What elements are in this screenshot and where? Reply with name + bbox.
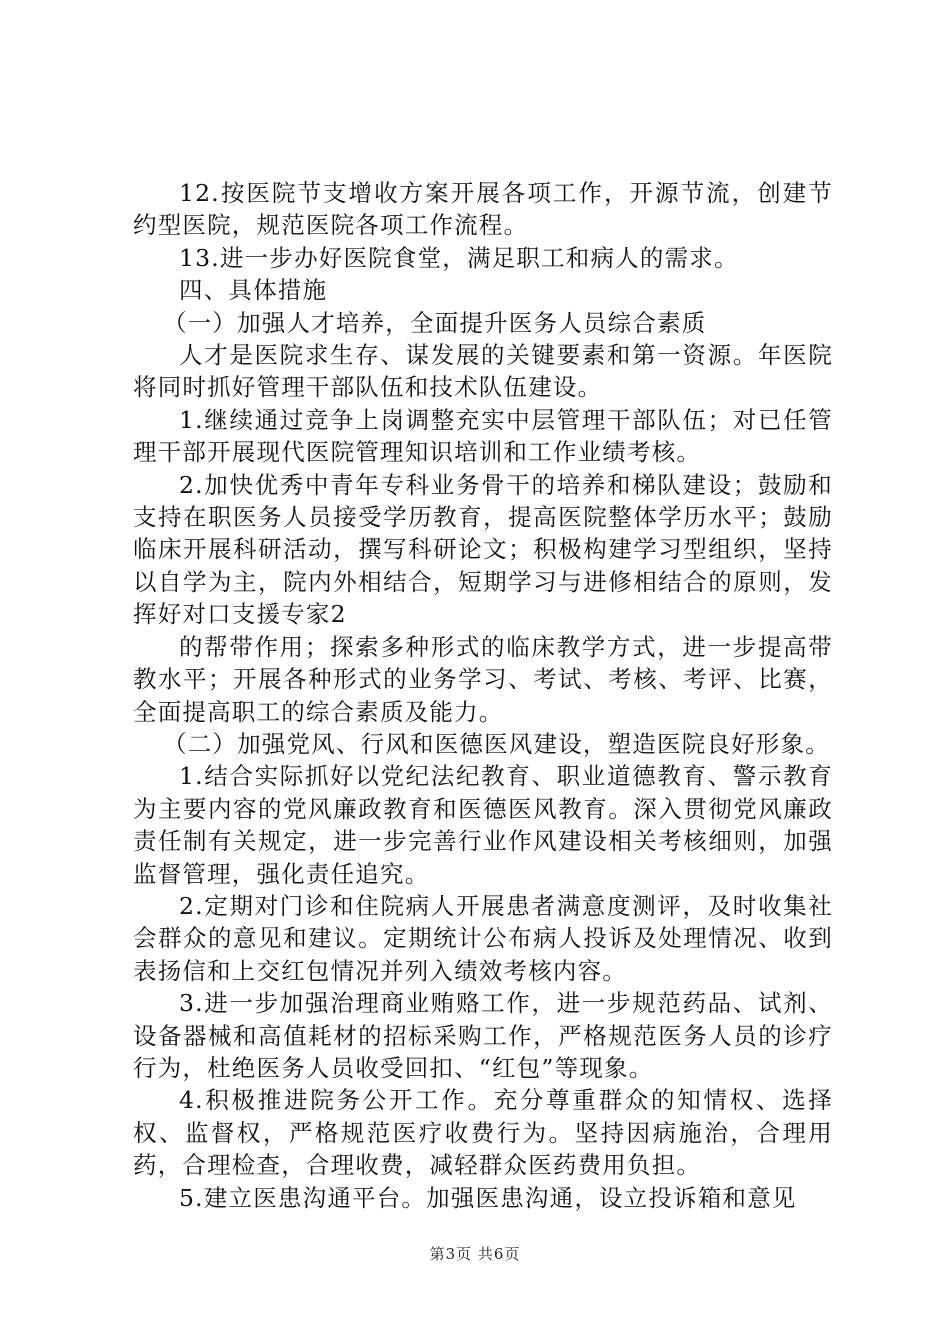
paragraph-ethics-item-3: 3.进一步加强治理商业贿赂工作，进一步规范药品、试剂、设备器械和高值耗材的招标采购工作，严格规范医务人员的诊疗行为，杜绝医务人员收受回扣、“红包”等现象。 <box>133 989 833 1082</box>
paragraph-ethics-item-1: 1.结合实际抓好以党纪法纪教育、职业道德教育、警示教育为主要内容的党风廉政教育和医德医风教育。深入贯彻党风廉政责任制有关规定，进一步完善行业作风建设相关考核细则，加强监督管理，强化责任追究。 <box>133 762 833 888</box>
paragraph-ethics-item-5: 5.建立医患沟通平台。加强医患沟通，设立投诉箱和意见 <box>179 1183 797 1212</box>
paragraph-ethics-item-4: 4.积极推进院务公开工作。充分尊重群众的知情权、选择权、监督权，严格规范医疗收费行为。坚持因病施治，合理用药，合理检查，合理收费，减轻群众医药费用负担。 <box>133 1086 833 1180</box>
paragraph-item-13: 13.进一步办好医院食堂，满足职工和病人的需求。 <box>179 243 739 272</box>
subsection-heading-ethics: （二）加强党风、行风和医德医风建设，塑造医院良好形象。 <box>163 729 830 758</box>
subsection-heading-talent: （一）加强人才培养，全面提升医务人员综合素质 <box>163 308 707 337</box>
paragraph-ethics-item-2: 2.定期对门诊和住院病人开展患者满意度测评，及时收集社会群众的意见和建议。定期统计公布病人投诉及处理情况、收到表扬信和上交红包情况并列入绩效考核内容。 <box>133 891 833 985</box>
document-body <box>133 177 833 1214</box>
paragraph-talent-item-1: 1.继续通过竞争上岗调整充实中层管理干部队伍；对已任管理干部开展现代医院管理知识培训和工作业绩考核。 <box>133 405 833 467</box>
paragraph-item-12: 12.按医院节支增收方案开展各项工作，开源节流，创建节约型医院，规范医院各项工作流程。 <box>133 179 833 240</box>
paragraph-talent-item-2: 2.加快优秀中青年专科业务骨干的培养和梯队建设；鼓励和支持在职医务人员接受学历教育，提高医院整体学历水平；鼓励临床开展科研活动，撰写科研论文；积极构建学习型组织，坚持以自学为主，院内外相结合，短期学习与进修相结合的原则，发挥好对口支援专家2 <box>133 470 833 629</box>
paragraph-talent-item-2-cont: 的帮带作用；探索多种形式的临床教学方式，进一步提高带教水平；开展各种形式的业务学习、考试、考核、考评、比赛，全面提高职工的综合素质及能力。 <box>133 632 833 726</box>
section-heading-measures: 四、具体措施 <box>179 276 328 305</box>
page-number-footer: 第3页 共6页 <box>429 1245 521 1263</box>
paragraph-talent-intro: 人才是医院求生存、谋发展的关键要素和第一资源。年医院将同时抓好管理干部队伍和技术队伍建设。 <box>133 341 833 402</box>
